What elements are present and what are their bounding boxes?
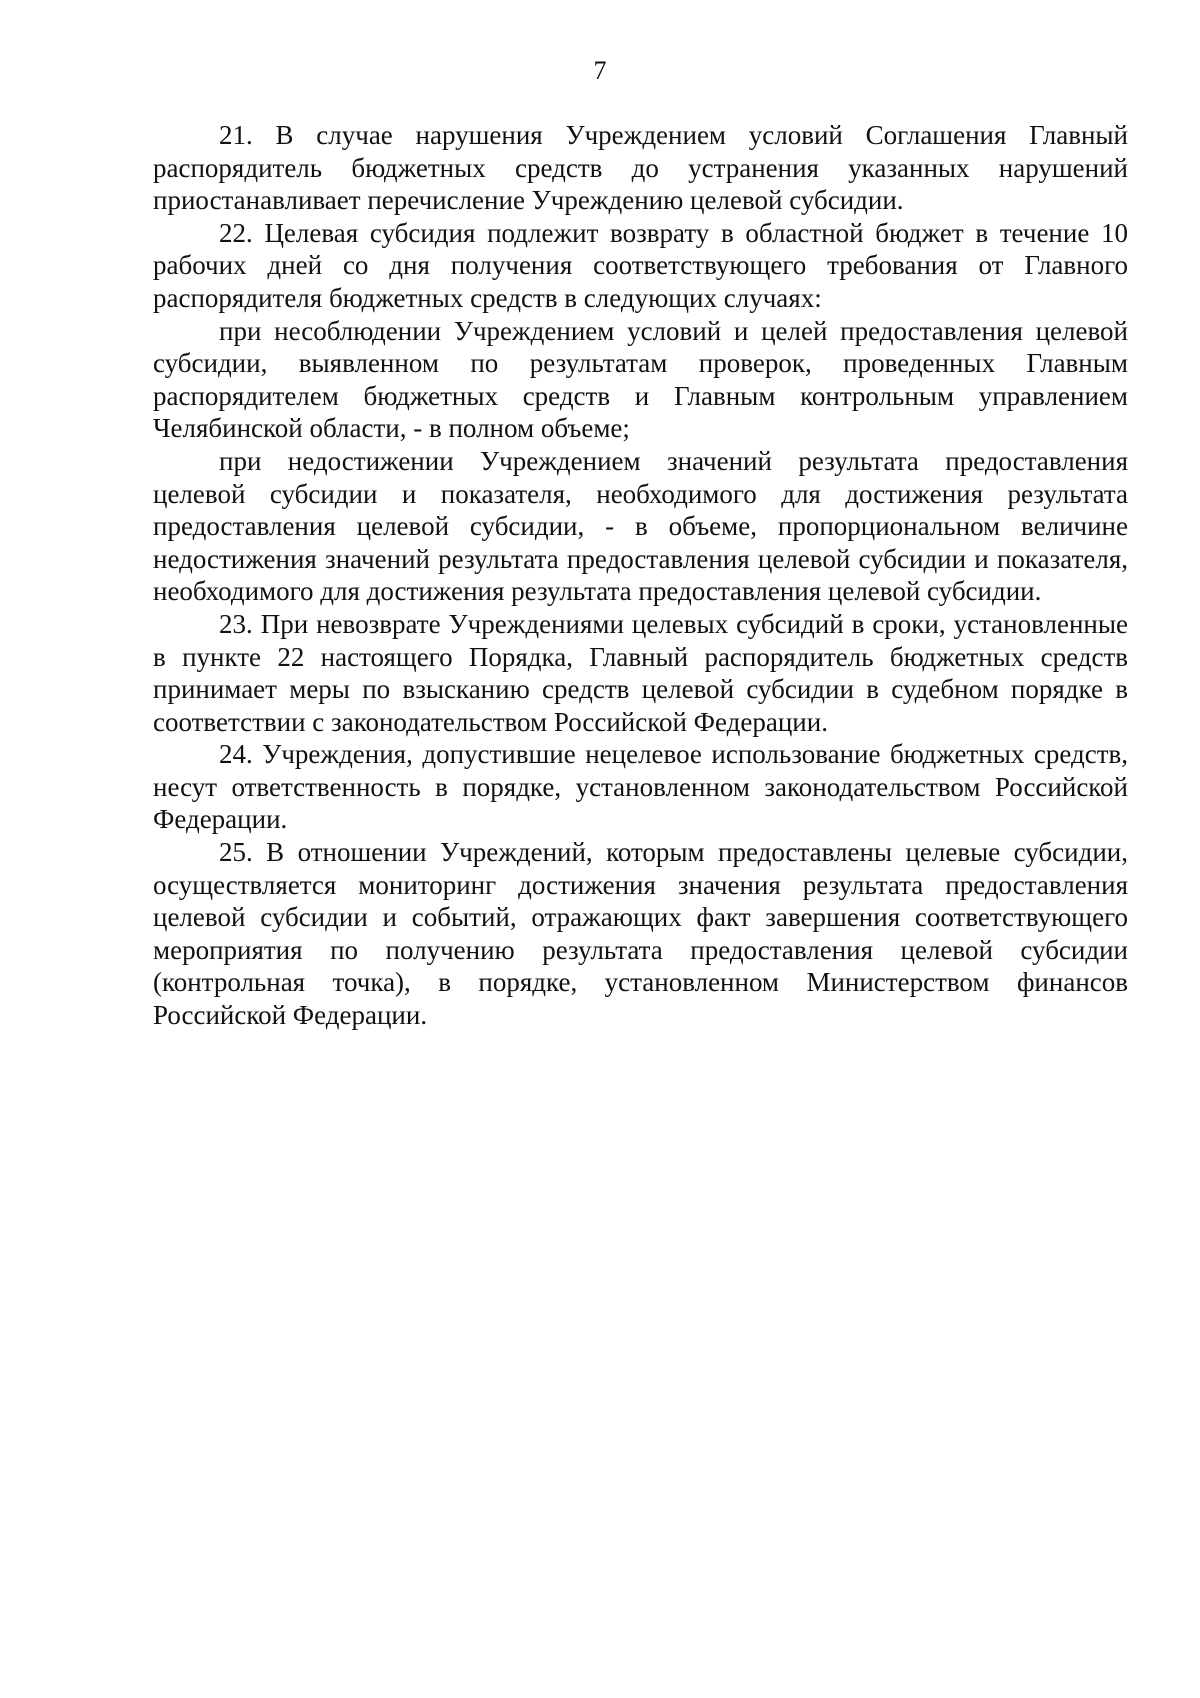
paragraph-22: 22. Целевая субсидия подлежит возврату в областной бюджет в течение 10 рабочих дней со дня получения соответствующего требования от Главного распорядителя бюджетных средств в следующих случаях:: [153, 217, 1128, 313]
paragraph-24: 24. Учреждения, допустившие нецелевое использование бюджетных средств, несут ответственность в порядке, установленном законодательством Российской Федерации.: [153, 739, 1128, 835]
paragraph-23: 23. При невозврате Учреждениями целевых субсидий в сроки, установленные в пункте 22 настоящего Порядка, Главный распорядитель бюджетных средств принимает меры по взысканию средств целевой субсидии в судебном порядке в соответствии с законодательством Российской Федерации.: [153, 608, 1128, 737]
paragraph-22-case-nonachievement: при недостижении Учреждением значений результата предоставления целевой субсидии и показателя, необходимого для достижения результата предоставления целевой субсидии, - в объеме, пропорциональном величине недостижения значений результата предоставления целевой субсидии и показателя, необходимого для достижения результата предоставления целевой субсидии.: [153, 445, 1128, 607]
paragraph-21: 21. В случае нарушения Учреждением условий Соглашения Главный распорядитель бюджетных средств до устранения указанных нарушений приостанавливает перечисление Учреждению целевой субсидии.: [153, 120, 1128, 216]
paragraph-25: 25. В отношении Учреждений, которым предоставлены целевые субсидии, осуществляется мониторинг достижения значения результата предоставления целевой субсидии и событий, отражающих факт завершения соответствующего мероприятия по получению результата предоставления целевой субсидии (контрольная точка), в порядке, установленном Министерством финансов Российской Федерации.: [153, 837, 1128, 1031]
paragraph-22-case-noncompliance: при несоблюдении Учреждением условий и целей предоставления целевой субсидии, выявленном по результатам проверок, проведенных Главным распорядителем бюджетных средств и Главным контрольным управлением Челябинской области, - в полном объеме;: [153, 315, 1128, 444]
document-body: [153, 119, 1128, 1032]
page-number: 7: [593, 56, 607, 85]
